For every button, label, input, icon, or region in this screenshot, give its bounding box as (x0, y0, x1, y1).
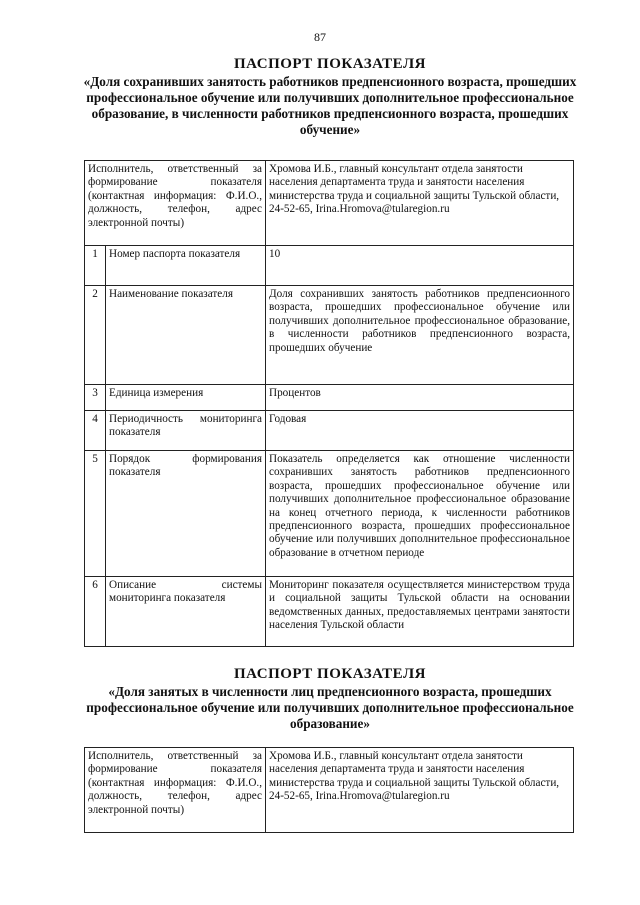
row-label: Описание системы мониторинга показателя (106, 577, 266, 647)
passport-1-table (84, 160, 574, 647)
row-value: Показатель определяется как отношение численности сохранивших занятость работников предпенсионного возраста, прошедших профессиональное обучение или получивших дополнительное профессиональное образование на конец отчетного периода, к численности работников предпенсионного возраста, прошедших профессиональное обучение или получивших дополнительное профессиональное образование в отчетном периоде (266, 451, 574, 577)
page-number: 87 (314, 30, 326, 44)
passport-1-header (60, 55, 600, 138)
table-row (85, 577, 574, 647)
row-value: Годовая (266, 411, 574, 451)
table-row (85, 246, 574, 286)
table-row (85, 451, 574, 577)
row-value: Доля сохранивших занятость работников предпенсионного возраста, прошедших профессиональное обучение или получивших дополнительное профессиональное образование, в численности работников предпенсионного возраста, прошедших обучение (266, 286, 574, 385)
row-label: Единица измерения (106, 385, 266, 411)
row-label: Периодичность мониторинга показателя (106, 411, 266, 451)
row-value: Процентов (266, 385, 574, 411)
row-number: 2 (85, 286, 106, 385)
table-row (85, 286, 574, 385)
executor-value: Хромова И.Б., главный консультант отдела занятости населения департамента труда и занятости населения министерства труда и социальной защиты Тульской области, 24-52-65, Irina.Hromova@tularegion.ru (266, 748, 574, 833)
passport-2-subtitle: «Доля занятых в численности лиц предпенсионного возраста, прошедших профессиональное обучение или получивших дополнительное профессиональное образование» (86, 684, 574, 731)
passport-2-header (60, 665, 600, 732)
table-row (85, 385, 574, 411)
table-row (85, 411, 574, 451)
row-label: Порядок формирования показателя (106, 451, 266, 577)
row-label: Наименование показателя (106, 286, 266, 385)
passport-1-subtitle: «Доля сохранивших занятость работников предпенсионного возраста, прошедших профессиональное обучение или получивших дополнительное профессиональное образование, в численности работников предпенсионного возраста, прошедших обучение» (83, 74, 577, 137)
row-number: 1 (85, 246, 106, 286)
row-number: 6 (85, 577, 106, 647)
row-label: Номер паспорта показателя (106, 246, 266, 286)
executor-label: Исполнитель, ответственный за формирование показателя (контактная информация: Ф.И.О., должность, телефон, адрес электронной почты) (85, 161, 266, 246)
row-number: 4 (85, 411, 106, 451)
row-value: Мониторинг показателя осуществляется министерством труда и социальной защиты Тульской области на основании ведомственных данных, предоставляемых центрами занятости населения Тульской области (266, 577, 574, 647)
passport-1-heading: ПАСПОРТ ПОКАЗАТЕЛЯ (234, 56, 426, 72)
executor-label: Исполнитель, ответственный за формирование показателя (контактная информация: Ф.И.О., должность, телефон, адрес электронной почты) (85, 748, 266, 833)
table-row (85, 748, 574, 833)
passport-2-table (84, 747, 574, 833)
row-number: 5 (85, 451, 106, 577)
table-row (85, 161, 574, 246)
executor-value: Хромова И.Б., главный консультант отдела занятости населения департамента труда и занятости населения министерства труда и социальной защиты Тульской области, 24-52-65, Irina.Hromova@tularegion.ru (266, 161, 574, 246)
passport-2-heading: ПАСПОРТ ПОКАЗАТЕЛЯ (234, 666, 426, 682)
row-number: 3 (85, 385, 106, 411)
row-value: 10 (266, 246, 574, 286)
